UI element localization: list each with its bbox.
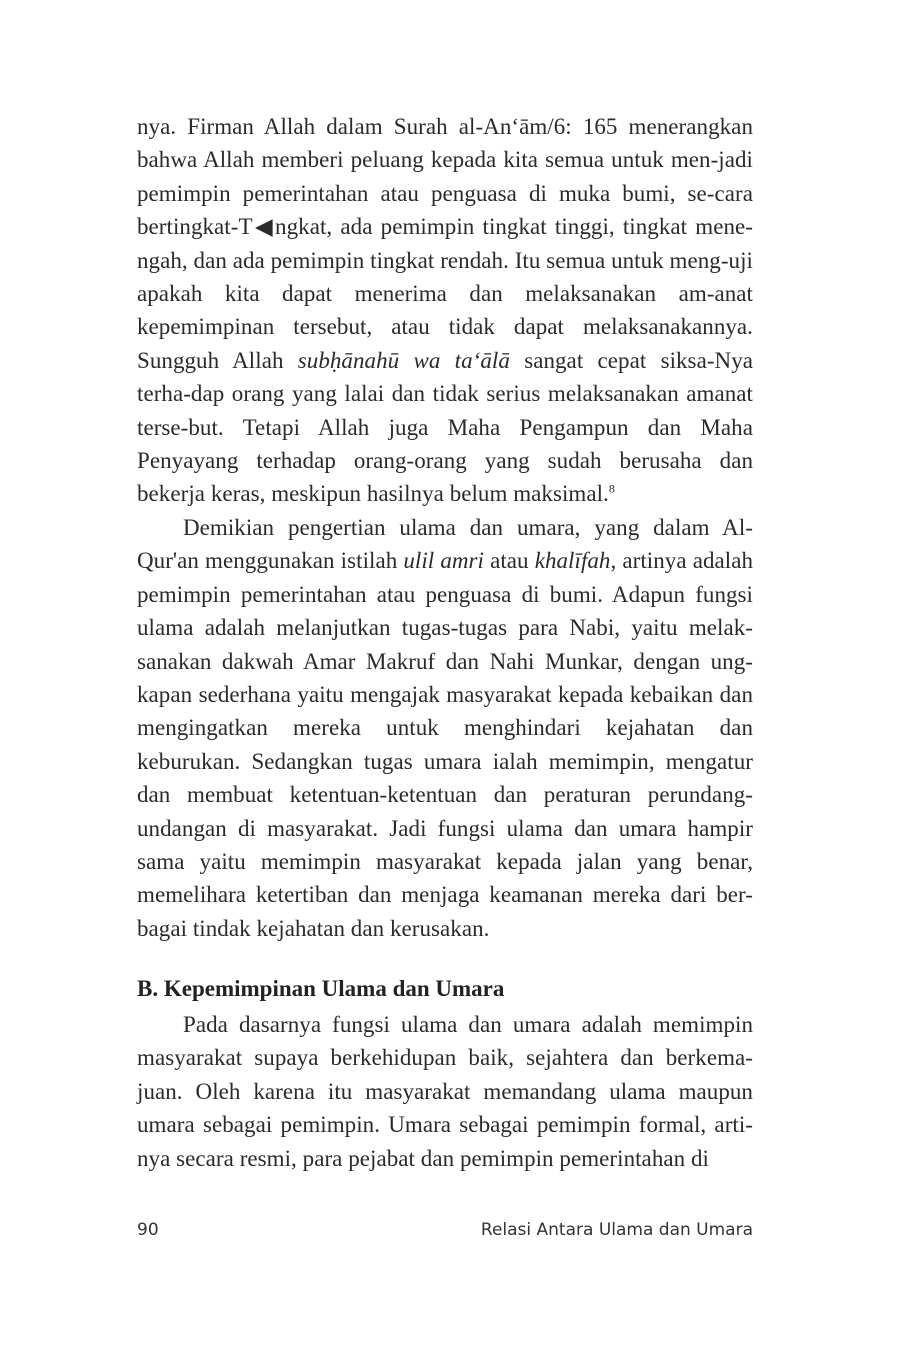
paragraph-text: , artinya adalah pemimpin pemerintahan atau penguasa di bumi. Adapun fungsi ulama adalah melanjutkan tugas-tugas para Nabi, yaitu melak-sanakan dakwah Amar Makruf dan Nahi Munkar, dengan ung-kapan sederhana yaitu mengajak masyarakat kepada kebaikan dan mengingatkan mereka untuk menghindari kejahatan dan keburukan. Sedangkan tugas umara ialah memimpin, mengatur dan membuat ketentuan-ketentuan dan peraturan perundang-undangan di masyarakat. Jadi fungsi ulama dan umara hampir sama yaitu memimpin masyarakat kepada jalan yang benar, memelihara ketertiban dan menjaga keamanan mereka dari ber-bagai tindak kejahatan dan kerusakan. — [137, 548, 754, 941]
paragraph-text: atau — [483, 548, 535, 574]
paragraph-text: Pada dasarnya fungsi ulama dan umara adalah memimpin masyarakat supaya berkehidupan baik, sejahtera dan berkema-juan. Oleh karena itu masyarakat memandang ulama maupun umara sebagai pemimpin. Umara sebagai pemimpin formal, arti-nya secara resmi, para pejabat dan pemimpin pemerintahan di — [137, 1012, 753, 1171]
paragraph-text: nya. Firman Allah dalam Surah al-An‘ām/6: 165 menerangkan bahwa Allah memberi peluang kepada kita semua untuk men-jadi pemimpin pemerintahan atau penguasa di muka bumi, se-cara bertingkat-T◀ngkat, ada pemimpin tingkat tinggi, tingkat mene-ngah, dan ada pemimpin tingkat rendah. Itu semua untuk meng-uji apakah kita dapat menerima dan melaksanakan am-anat kepemimpinan tersebut, atau tidak dapat melaksanakannya. Sungguh Allah — [137, 114, 753, 373]
section-heading: B. Kepemimpinan Ulama dan Umara — [137, 976, 505, 1001]
running-footer-title: Relasi Antara Ulama dan Umara — [480, 1220, 753, 1240]
italic-term: subḥānahū wa ta‘ālā — [297, 347, 510, 373]
italic-term: khalīfah — [534, 548, 611, 574]
paragraph-text: Demikian pengertian ulama dan umara, yang dalam Al-Qur'an menggunakan istilah — [137, 515, 753, 574]
paragraph-text: sangat cepat siksa-Nya terha-dap orang yang lalai dan tidak serius melaksanakan amanat terse-but. Tetapi Allah juga Maha Pengampun dan Maha Penyayang terhadap orang-orang yang sudah berusaha dan bekerja keras, meskipun hasilnya belum maksimal. — [137, 347, 753, 507]
body-paragraph-1 — [137, 110, 753, 511]
page-number: 90 — [137, 1220, 159, 1240]
footnote-marker[interactable]: 8 — [608, 481, 615, 496]
body-paragraph-2 — [137, 511, 753, 945]
body-paragraph-3 — [137, 1008, 753, 1175]
italic-term: ulil amri — [403, 548, 484, 574]
